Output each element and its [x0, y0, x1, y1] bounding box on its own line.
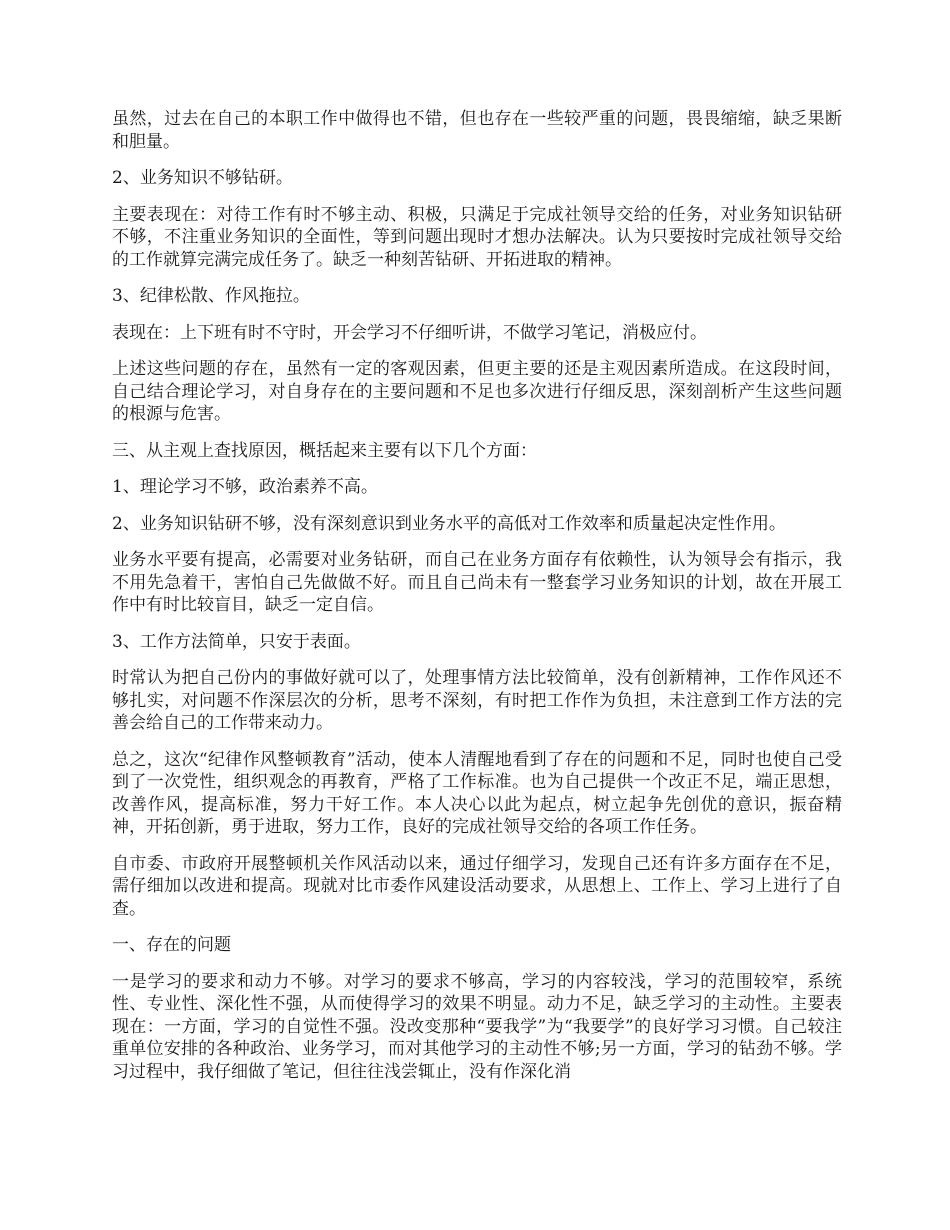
- paragraph-13: 总之，这次“纪律作风整顿教育”活动，使本人清醒地看到了存在的问题和不足，同时也使自己受到了一次党性，组织观念的再教育，严格了工作标准。也为自己提供一个改正不足，端正思想，改善作风，提高标准，努力干好工作。本人决心以此为起点，树立起争先创优的意识，振奋精神，开拓创新，勇于进取，努力工作，良好的完成社领导交给的各项工作任务。: [112, 749, 842, 837]
- paragraph-1: 虽然，过去在自己的本职工作中做得也不错，但也存在一些较严重的问题，畏畏缩缩，缺乏果断和胆量。: [112, 109, 842, 152]
- heading-3-discipline: 3、纪律松散、作风拖拉。: [112, 286, 310, 306]
- section-heading-1-problems: 一、存在的问题: [112, 935, 231, 955]
- heading-2-business-knowledge: 2、业务知识不够钻研。: [112, 168, 293, 188]
- paragraph-6: 上述这些问题的存在，虽然有一定的客观因素，但更主要的还是主观因素所造成。在这段时间，自己结合理论学习，对自身存在的主要问题和不足也多次进行仔细反思，深刻剖析产生这些问题的根源与危害。: [112, 359, 842, 424]
- heading-2-business-study: 2、业务知识钻研不够，没有深刻意识到业务水平的高低对工作效率和质量起决定性作用。: [112, 513, 786, 534]
- paragraph-12: 时常认为把自己份内的事做好就可以了，处理事情方法比较简单，没有创新精神，工作作风还不够扎实，对问题不作深层次的分析，思考不深刻，有时把工作作为负担，未注意到工作方法的完善会给自己的工作带来动力。: [112, 668, 842, 733]
- heading-3-work-method: 3、工作方法简单，只安于表面。: [112, 631, 361, 652]
- paragraph-3: 主要表现在：对待工作有时不够主动、积极，只满足于完成社领导交给的任务，对业务知识钻研不够，不注重业务知识的全面性，等到问题出现时才想办法解决。认为只要按时完成社领导交给的工作就算完满完成任务了。缺乏一种刻苦钻研、开拓进取的精神。: [112, 204, 842, 270]
- paragraph-10: 业务水平要有提高，必需要对业务钻研，而自己在业务方面存有依赖性，认为领导会有指示，我不用先急着干，害怕自己先做做不好。而且自己尚未有一整套学习业务知识的计划，故在开展工作中有时比较盲目，缺乏一定自信。: [112, 550, 842, 615]
- document-body: [112, 108, 842, 1097]
- paragraph-14: 自市委、市政府开展整顿机关作风活动以来，通过仔细学习，发现自己还有许多方面存在不足，需仔细加以改进和提高。现就对比市委作风建设活动要求，从思想上、工作上、学习上进行了自查。: [112, 853, 842, 919]
- paragraph-5: 表现在：上下班有时不守时，开会学习不仔细听讲，不做学习笔记，消极应付。: [112, 322, 707, 343]
- paragraph-16: 一是学习的要求和动力不够。对学习的要求不够高，学习的内容较浅，学习的范围较窄，系统性、专业性、深化性不强，从而使得学习的效果不明显。动力不足，缺乏学习的主动性。主要表现在：一方面，学习的自觉性不强。没改变那种“要我学”为“我要学”的良好学习习惯。自己较注重单位安排的各种政治、业务学习，而对其他学习的主动性不够;另一方面，学习的钻劲不够。学习过程中，我仔细做了笔记，但往往浅尝辄止，没有作深化消: [112, 971, 842, 1082]
- heading-1-theory: 1、理论学习不够，政治素养不高。: [112, 477, 378, 497]
- section-heading-3-causes: 三、从主观上查找原因，概括起来主要有以下几个方面：: [112, 440, 537, 461]
